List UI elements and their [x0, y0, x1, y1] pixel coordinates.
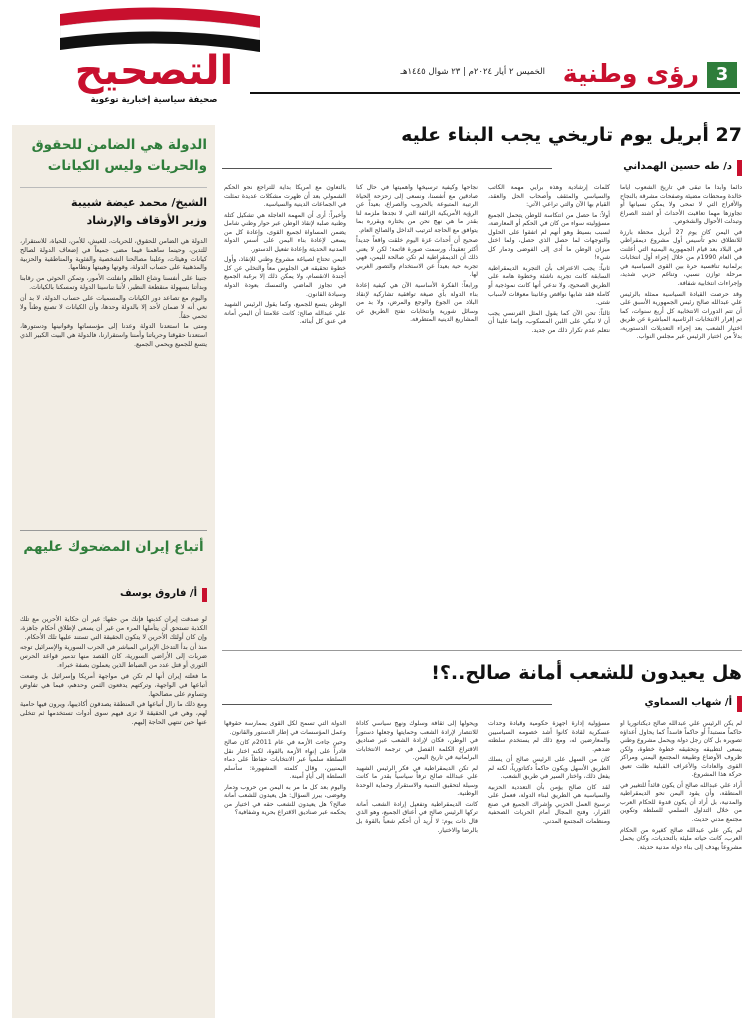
author-bar [737, 696, 742, 712]
masthead-rule [250, 92, 740, 94]
article-2 [222, 650, 742, 1020]
paragraph: لم يكن علي عبدالله صالح كغيره من الحكام العرب، كانت حياته مليئة بالتحديات، وكان يحمل مشروعاً يهدف إلى بناء دولة مدنية حديثة. [620, 826, 742, 851]
page-number-badge [707, 62, 737, 88]
article-2-col-3 [356, 720, 478, 1014]
paragraph: وأخيراً: أرى أن المهمة العاجلة هي تشكيل كتلة وطنية صلبة لإنقاذ الوطن عبر حوار وطني شامل يضمن المساواة لجميع القوى، وإعادة كل من يسعى لإعادة بناء اليمن على أسس الدولة المدنية الحديثة وإعادة تفعيل الدستور. [224, 211, 346, 253]
article-1-col-2 [488, 184, 610, 644]
article-1-author [562, 160, 742, 176]
article-2-author-rule [222, 704, 552, 705]
article-1 [222, 118, 742, 650]
article-2-author [562, 696, 742, 712]
article-2-title: هل يعيدون للشعب أمانة صالح..؟! [431, 662, 742, 684]
sidebar-divider [20, 530, 207, 531]
paragraph: اليمن تحتاج لصياغة مشروع وطني للإنقاذ، وأول خطوة تحقيقه في الجلوس معاً والتخلي عن كل أجندة الانقسام، ولا يمكن ذلك إلا برغبة الجميع في تجاوز الماضي والتمسك بعودة الدولة وسيادة القانون. [224, 256, 346, 298]
paragraph: ومتى ما استعدنا الدولة وعدنا إلى مؤسساتها وقوانينها ودستورها، استعدنا حقوقنا وحرياتنا وأمننا واستقرارنا، فالدولة هي البيت الكبير الذي يتسع للجميع ويحمي الجميع. [20, 322, 207, 349]
section-title: رؤى وطنية [562, 59, 699, 88]
paragraph: واليوم مع تصاعد دور الكيانات والمسميات على حساب الدولة، لا بد أن نعي أنه لا ضمان لأحد إلا بالدولة وحدها، وأن الكيانات لا تصنع وطناً ولا تحمي حقاً. [20, 293, 207, 320]
paragraph: لقد كان صالح يؤمن بأن التعددية الحزبية والسياسية هي الطريق لبناء الدولة، فعمل على ترسيخ العمل الحزبي وإشراك الجميع في صنع القرار، وفتح المجال أمام الحريات الصحفية ومنظمات المجتمع المدني. [488, 783, 610, 826]
paragraph: مسؤولية إدارة أجهزة حكومية وقيادة وحدات عسكرية لقادة كانوا أشد خصومه السياسيين والمعارضين له، ومع ذلك لم يستخدم سلطته ضدهم. [488, 720, 610, 753]
paragraph: الدولة هي الضامن للحقوق، للحريات، للعيش، للأمن، للحياة، للاستقرار، للتدين، وحينما ساهمنا فيما مضى جميعاً في إضعاف الدولة لصالح كيانات وهيئات، وغلبنا مصالحنا الشخصية والفئوية والمناطقية والحزبية والمذهبية على حساب الدولة، وقوتها وهيبتها ونظامها. [20, 237, 207, 272]
paragraph: واليوم بعد كل ما مر به اليمن من حروب ودمار وفوضى، يبرز السؤال: هل يعيدون للشعب أمانة صالح؟ هل يعيدون للشعب حقه في اختيار من يحكمه عبر صناديق الاقتراع بحرية وشفافية؟ [224, 783, 346, 817]
sidebar-1-title-rule [20, 187, 207, 188]
masthead-tagline: صحيفة سياسية إخبارية توعوية [90, 95, 218, 105]
sidebar-1-author-title: وزير الأوقاف والإرشاد [86, 214, 207, 227]
author-bar [202, 588, 207, 602]
paragraph: كانت الديمقراطية وتفعيل إرادة الشعب أمانة تركها الرئيس صالح في أعناق الجميع، وهو الذي قال ذات يوم: لا أريد أن أحكم شعباً بالقوة بل بالرضا والاختيار. [356, 800, 478, 834]
paragraph: ورابعاً: الفكرة الأساسية الآن هي كيفية إعادة بناء الدولة بأي صيغة توافقية تشاركية لإنقاذ البلاد من الجوع والوجع والمرض، ولا بد من وسائل شورية وانتخابات تفتح الطريق عن المشاريع الدينية المتطرفة. [356, 282, 478, 324]
sidebar-1-author: الشيخ/ محمد عيضة شبيبة [71, 196, 207, 209]
article-1-col-3 [356, 184, 478, 644]
sidebar-1-title: الدولة هي الضامن للحقوق والحريات وليس الكيانات [31, 137, 207, 174]
paragraph: وقد حرصت القيادة السياسية ممثلة بالرئيس علي عبدالله صالح رئيس الجمهورية الأسبق على أن تتم الدورات الانتخابية كل أربع سنوات، كما تم إقرار الانتخابات الرئاسية المباشرة عن طريق اختيار الشعب بعد إجراء التعديلات الدستورية، بدلاً من اختيار الرئيس عبر مجلس النواب. [620, 290, 742, 341]
paragraph: نجاحها وكيفية ترسيخها وأهميتها في حال كنا صادقين مع أنفسنا، ونسعى إلى زحزحة الحياة الرتيبة المتبوعة بالحروب والصراع، بعيداً عن الرؤية الأمريكية الزائفة التي لا نجدها ملزمة لنا بقدر ما هي نهج نحن من يختاره ويقرره بما يتوافق مع الحاجة لترتيب الداخل والصالح العام. [356, 184, 478, 234]
article-1-title: 27 أبريل يوم تاريخي يجب البناء عليه [401, 124, 742, 146]
paragraph: الدولة التي تسمح لكل القوى بممارسة حقوقها وعمل المؤسسات في إطار الدستور والقانون. [224, 720, 346, 736]
paragraph: جنينا على أنفسنا وشاع الظلم وانفلتت الأمور، وتمكن الحوثي من رقابنا وبدأتنا بسهولة منقطعة النظير، لأننا تناسينا الدولة وتمسكنا بالكيانات. [20, 274, 207, 292]
paragraph: ما فعلته إيران أنها لم تكن في مواجهة أمريكا وإسرائيل بل وضعت أتباعها في الواجهة، وتركتهم يدفعون الثمن وحدهم، فيما هي تفاوض وتساوم على مصالحها. [20, 671, 207, 698]
sidebar-2-title: أتباع إيران المضحوك عليهم [23, 539, 204, 555]
paragraph: أولاً: ما حصل من انتكاسة للوطن يتحمل الجميع مسؤوليته سواء من كان في الحكم أو المعارضة، لسبب بسيط وهو أنهم لم اتفقوا على الحلول والتوجهات لما حصل الذي حصل، ولما اختل ميزان الوطن ما أدى إلى الفوضى ودمار كل شيء! [488, 211, 610, 262]
paragraph: لو صدقت إيران كذبتها فإنك من حقها: غير أن حكاية الأحرين مع تلك الكذبة تستحق أن يتأملها المرء من غير أن يسعى لإطلاق أحكام جاهزة، وإن كان أولئك الأحرين لا يتكون الحقيقة التي تستند عليها تلك الأحكام. [20, 615, 207, 641]
sidebar-1-body [20, 237, 207, 527]
page-number: 3 [715, 64, 729, 85]
paragraph: وحين جاءت الأزمة في عام 2011م كان صالح قادراً على إنهاء الأزمة بالقوة، لكنه اختار نقل السلطة سلمياً عبر الانتخابات حفاظاً على دماء اليمنيين، وقال كلمته المشهورة: سأسلم السلطة إلى أيادٍ أمينة. [224, 739, 346, 781]
article-1-col-1 [620, 184, 742, 644]
sidebar [12, 125, 215, 1018]
paragraph: ثانياً: يجب الاعتراف بأن التجربة الديمقراطية السابقة كانت تجربة ناشئة وخطوة هامة على الطريق الصحيح، ولا ندعي أنها كانت نموذجية أو كاملة فقد شابها نواقص وعانينا معوقات لأسباب شتى. [488, 264, 610, 307]
article-1-col-4 [224, 184, 346, 644]
paragraph: في اليمن كان يوم 27 أبريل محطة بارزة للانطلاق نحو تأسيس أول مشروع ديمقراطي في البلاد بعد قيام الجمهورية اليمنية التي أعلنت في العام 1990م من خلال إجراء أول انتخابات برلمانية تنافسية حرة بين القوى السياسية في مرحلة توازن نسبي، وتناغم حزبي شديد، وإجراءات انتخابية شفافة. [620, 228, 742, 288]
paragraph: الوطن يتسع للجميع، وكما يقول الرئيس الشهيد علي عبدالله صالح: كانت علامتنا أن اليمن أمانة في عنق كل أبنائه. [224, 301, 346, 326]
paragraph: ومع ذلك ما زال أتباعها في المنطقة يصدقون أكاذيبها، ويرون فيها حامية لهم، وهي في الحقيقة لا ترى فيهم سوى أدوات تستخدمها ثم تتخلى عنها حين تنتهي الحاجة إليهم. [20, 700, 207, 727]
paragraph: ويحولها إلى ثقافة وسلوك ونهج سياسي كأداة للانتصار لإرادة الشعب وحمايتها وجعلها دستوراً في الوطن، فكان لإرادة الشعب عبر صناديق الاقتراع الكلمة الفصل في ترجمة الانتخابات البرلمانية في تاريخ اليمن. [356, 720, 478, 762]
article-2-col-4 [224, 720, 346, 1014]
paragraph: كلمات إرشادية وهذه برأيي مهمة الكاتب والسياسي والمثقف وأصحاب الحل والعقد، القيام بها الآن والتي تراعي الآتي: [488, 184, 610, 209]
sidebar-2-author: أ/ فاروق يوسف [119, 588, 197, 599]
paragraph: صحيح أن أحداث غزة اليوم خلقت واقعاً جديداً أكثر تعقيداً، ورسمت صورة قاتمة؛ لكن لا يعني ذلك أن الديمقراطية لم تكن صالحة لليمن، فهي تجربة حية بعيداً عن الاستخدام والتصور الغربي لها. [356, 237, 478, 279]
paragraph: لم يكن الرئيس علي عبدالله صالح ديكتاتورياً أو حاكماً مستبداً أو حاكماً فاسداً كما يحاول أعداؤه تصويره بل كان رجل دولة ويحمل مشروع وطني يسعى لتطبيقه وتحقيقه خطوة خطوة، ولكن ظروف الأوضاع وطبيعة المجتمع اليمني ومراكز القوى والعادات والأعراف القبلية ظلت تعيق حركة هذا المشروع. [620, 720, 742, 779]
paragraph: لم تكن الديمقراطية في فكر الرئيس الشهيد علي عبدالله صالح ترفاً سياسياً بقدر ما كانت وسيلة لتحقيق التنمية والاستقرار وحماية الوحدة الوطنية. [356, 764, 478, 798]
article-2-author-name: أ/ شهاب السماوي [644, 697, 732, 708]
author-bar [737, 160, 742, 176]
masthead [0, 0, 755, 118]
issue-dates: الخميس ٢ أيار ٢٠٢٤م | ٢٣ شوال ١٤٤٥هـ [400, 67, 545, 77]
article-2-col-2 [488, 720, 610, 1014]
sidebar-2-body [20, 615, 207, 1011]
article-1-author-name: د/ طه حسين الهمداني [623, 161, 732, 172]
paragraph: ثالثاً: تحن الآن كما يقول المثل الفرنسي يجب أن لا نبكي على اللبن المسكوب، وإنما علينا أن نتعلم عدم تكرار ذلك من جديد. [488, 309, 610, 334]
article-1-author-rule [222, 168, 552, 169]
paragraph: منذ أن بدأ التدخل الإيراني المباشر في الحرب السورية والإسرائيل توجه ضربات إلى الأراضي السورية، كان القصد منها تدمير قواعد الحرس الثوري أو قتل عدد من الضباط الذين يعملون بصفة خبراء. [20, 643, 207, 670]
paragraph: أراد علي عبدالله صالح أن يكون قائداً للتغيير في المنطقة، وأن يقود اليمن نحو الديمقراطية والمدنية، بل أراد أن يكون قدوة للحكام العرب من خلال التداول السلمي للسلطة وتكوين مجتمع مدني حديث. [620, 781, 742, 824]
sidebar-2-author-box [20, 587, 207, 603]
paragraph: بالتعاون مع أمريكا بداية للتراجع نحو الحكم الشمولي بعد أن ظهرت مشكلات عديدة تمثلت في الجماعات الدينية والسياسية. [224, 184, 346, 209]
article-2-col-1 [620, 720, 742, 1014]
paragraph: كان من السهل على الرئيس صالح أن يسلك الطريق الأسهل ويكون حاكماً دكتاتورياً، لكنه لم يفعل ذلك، واختار السير في طريق الشعب. [488, 756, 610, 781]
article-2-top-rule [222, 650, 742, 651]
paragraph: دائماً وأبداً ما تبقى في تاريخ الشعوب أياماً خالدة ومحطات مضيئة وصفحات مشرقة بالنجاح والأفراح التي لا تمحى ولا يمكن نسيانها أو تجاوزها مهما تعاقبت الأحداث أو اشتد الصراع وتبدلت الأحوال والشخوص. [620, 184, 742, 226]
masthead-logo: التصحيح [74, 48, 234, 94]
